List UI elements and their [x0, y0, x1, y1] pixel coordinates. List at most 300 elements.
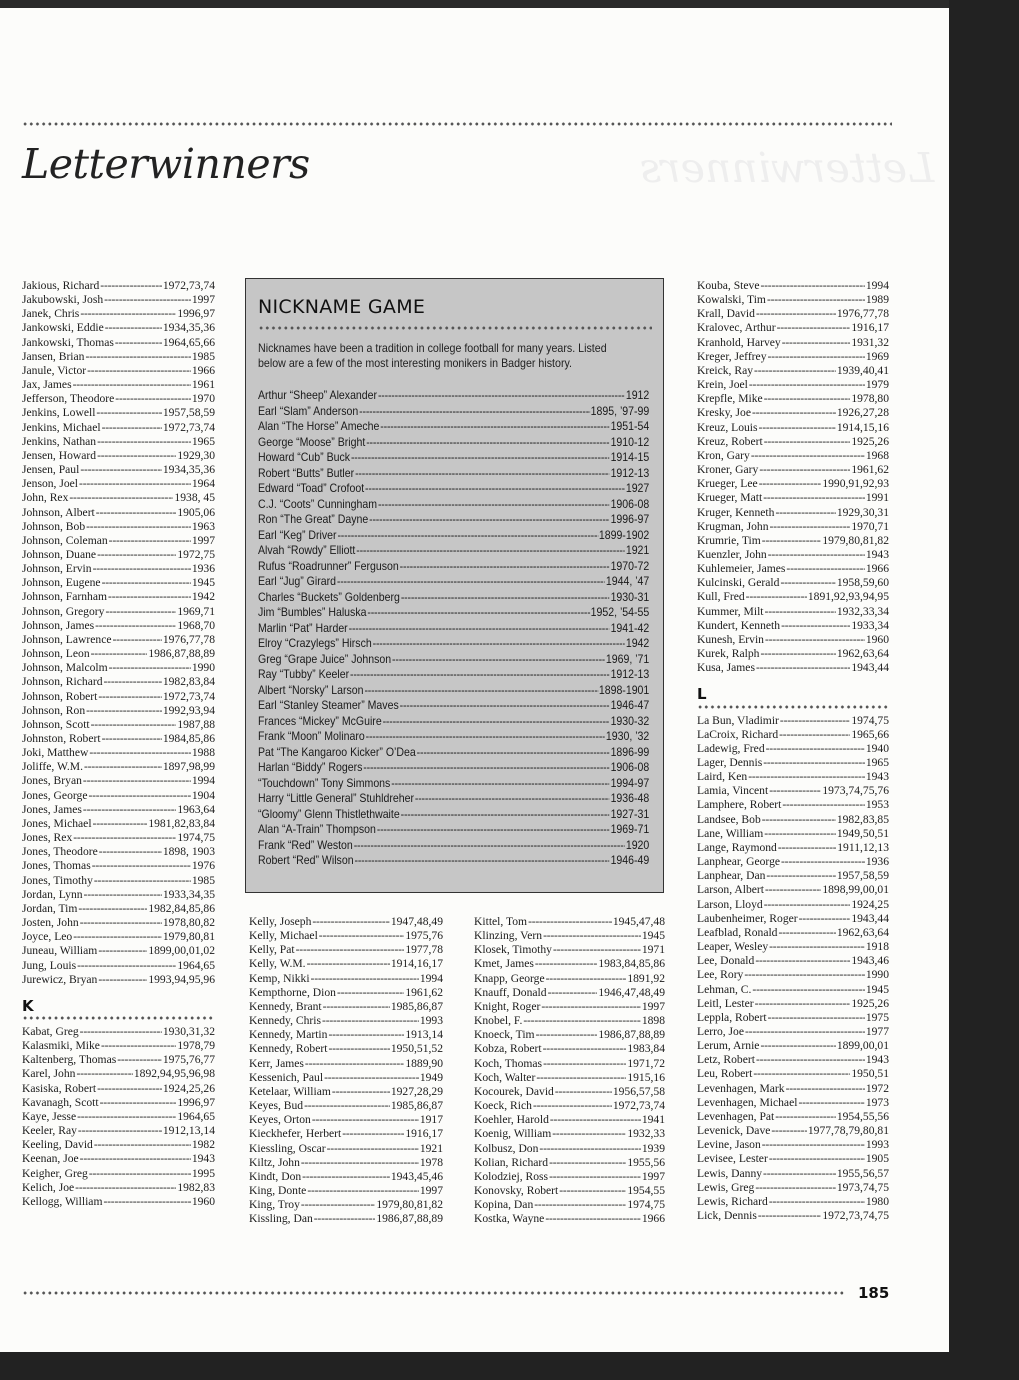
entry-years: 1969, ’71 [605, 652, 650, 666]
section-letter-k: K [22, 996, 34, 1015]
entry-years: 1983,84,85,86 [598, 957, 665, 971]
entry-name: Robert “Butts” Butler [258, 466, 355, 480]
roster-entry [22, 506, 215, 520]
roster-entry [22, 1195, 215, 1209]
entry-years: 1983,84 [627, 1042, 665, 1056]
roster-entry [697, 1124, 889, 1138]
entry-years: 1952, ’54-55 [590, 606, 650, 619]
leader-dashes [769, 1195, 865, 1209]
entry-years: 1997 [641, 1169, 665, 1183]
leader-dashes [324, 1071, 419, 1085]
leader-dashes [528, 915, 612, 929]
entry-name: Edward “Toad” Crofoot [258, 482, 365, 495]
leader-dashes [771, 1124, 806, 1138]
entry-years: 1943 [865, 1053, 889, 1067]
entry-years: 1974,75 [627, 1198, 665, 1212]
roster-column-2 [249, 915, 443, 1226]
leader-dashes [543, 1042, 627, 1056]
entry-years: 1947,48,49 [390, 915, 443, 928]
sidebar-dotted-rule [258, 325, 652, 331]
entry-name: Lick, Dennis [697, 1209, 757, 1222]
entry-years: 1891,92,93,94,95 [807, 590, 889, 604]
leader-dashes [349, 621, 610, 637]
roster-entry [258, 388, 649, 404]
entry-name: Krumrie, Tim [697, 533, 761, 547]
entry-years: 1936 [191, 562, 215, 576]
roster-entry [249, 1212, 443, 1226]
entry-name: C.J. “Coots” Cunningham [258, 497, 378, 511]
entry-years: 1895, ’97-99 [590, 404, 650, 418]
entry-years: 1943,44 [851, 661, 889, 675]
roster-entry [249, 1085, 443, 1099]
roster-entry [697, 841, 889, 855]
roster-entry [22, 435, 215, 449]
leader-dashes [104, 293, 191, 307]
entry-years: 1992,93,94 [162, 703, 215, 717]
entry-name: Harry “Little General” Stuhldreher [258, 792, 414, 805]
entry-years: 1898,99,00,01 [822, 883, 889, 897]
entry-name: Kavanagh, Scott [22, 1095, 99, 1109]
entry-name: Janek, Chris [22, 307, 80, 321]
entry-name: Kessenich, Paul [249, 1070, 324, 1084]
leader-dashes [760, 647, 835, 661]
entry-name: Lewis, Richard [697, 1194, 768, 1208]
entry-years: 1976 [191, 859, 215, 873]
roster-entry [258, 497, 649, 513]
entry-years: 1971 [641, 943, 665, 957]
leader-dashes [769, 784, 821, 798]
entry-years: 1994 [865, 279, 889, 292]
entry-years: 1977,78,79,80,81 [807, 1124, 889, 1138]
entry-name: Kelly, Michael [249, 929, 318, 943]
entry-years: 1914,16,17 [390, 957, 443, 971]
entry-years: 1936 [865, 855, 889, 869]
entry-name: Knapp, George [474, 971, 545, 985]
entry-name: Kieckhefer, Herbert [249, 1127, 342, 1141]
entry-years: 1936-48 [610, 792, 650, 805]
entry-years: 1975,76 [405, 929, 443, 943]
leader-dashes [351, 450, 610, 466]
entry-name: Joki, Matthew [22, 746, 89, 760]
leader-dashes [769, 940, 865, 954]
entry-name: Lee, Rory [697, 968, 744, 982]
roster-entry [258, 621, 649, 637]
entry-name: Alan “The Horse” Ameche [258, 420, 380, 433]
roster-entry [22, 1067, 215, 1081]
entry-name: Jensen, Howard [22, 448, 97, 462]
leader-dashes [401, 590, 610, 606]
entry-years: 1960 [865, 632, 889, 646]
leader-dashes [364, 683, 597, 699]
j-section [22, 279, 215, 987]
entry-years: 1972,73,74 [162, 279, 215, 292]
entry-years: 1961,62 [405, 985, 443, 999]
entry-name: Johnson, Leon [22, 647, 90, 661]
leader-dashes [762, 813, 836, 827]
roster-entry [22, 661, 215, 675]
entry-years: 1896-99 [610, 745, 650, 759]
entry-name: Krein, Joel [697, 378, 748, 392]
entry-name: Johnson, Albert [22, 505, 95, 519]
roster-entry [697, 534, 889, 548]
roster-entry [22, 1053, 215, 1067]
entry-years: 1966 [865, 562, 889, 576]
roster-entry [22, 336, 215, 350]
roster-entry [697, 562, 889, 576]
entry-years: 1965 [191, 434, 215, 448]
entry-years: 1925,26 [851, 996, 889, 1010]
roster-entry [22, 704, 215, 718]
leader-dashes [93, 562, 191, 576]
entry-years: 1978,80,82 [162, 916, 215, 930]
roster-entry [474, 1170, 665, 1184]
entry-years: 1916,17 [851, 321, 889, 335]
roster-entry [22, 774, 215, 788]
roster-entry [22, 1167, 215, 1181]
roster-entry [249, 1113, 443, 1127]
entry-name: Jax, James [22, 378, 72, 392]
leader-dashes [763, 491, 865, 505]
entry-years: 1943,46 [851, 954, 889, 968]
entry-years: 1973 [865, 1095, 889, 1109]
roster-entry [258, 698, 649, 714]
leader-dashes [99, 845, 162, 859]
leader-dashes [323, 1000, 390, 1014]
entry-name: Greg “Grape Juice” Johnson [258, 652, 392, 666]
entry-years: 1966 [641, 1212, 665, 1226]
entry-years: 1979,80,81,82 [822, 533, 889, 547]
entry-name: Leafblad, Ronald [697, 925, 778, 939]
roster-entry [697, 506, 889, 520]
roster-entry [697, 406, 889, 420]
entry-years: 1899,00,01 [836, 1039, 889, 1053]
leader-dashes [798, 1096, 864, 1110]
entry-name: Knight, Roger [474, 999, 541, 1013]
roster-entry [697, 307, 889, 321]
roster-entry [249, 1184, 443, 1198]
leader-dashes [543, 1057, 626, 1071]
roster-entry [22, 562, 215, 576]
entry-years: 1994 [191, 774, 215, 788]
roster-entry [474, 1184, 665, 1198]
entry-years: 1994 [419, 971, 443, 985]
roster-entry [697, 350, 889, 364]
roster-entry [474, 915, 665, 929]
roster-entry [474, 1212, 665, 1226]
roster-entry [697, 661, 889, 675]
entry-name: Howard “Cub” Buck [258, 451, 351, 464]
leader-dashes [777, 321, 851, 335]
entry-name: Lange, Raymond [697, 840, 777, 854]
roster-entry [697, 449, 889, 463]
entry-years: 1943,44 [851, 911, 889, 925]
roster-entry [22, 449, 215, 463]
leader-dashes [73, 930, 162, 944]
leader-dashes [91, 647, 148, 661]
entry-name: Kissling, Dan [249, 1212, 313, 1226]
roster-entry [249, 1099, 443, 1113]
entry-name: Keigher, Greg [22, 1166, 88, 1180]
leader-dashes [322, 1014, 419, 1028]
leader-dashes [535, 957, 597, 971]
entry-years: 1969 [865, 349, 889, 363]
entry-name: Kusa, James [697, 661, 755, 675]
entry-years: 1979,80,81,82 [376, 1198, 443, 1212]
entry-name: Karel, John [22, 1067, 76, 1081]
roster-entry [697, 605, 889, 619]
entry-name: Earl “Stanley Steamer” Maves [258, 699, 399, 712]
leader-dashes [762, 534, 822, 548]
entry-years: 1975 [865, 1010, 889, 1024]
entry-name: Klinzing, Vern [474, 929, 543, 943]
entry-years: 1942 [625, 637, 650, 650]
roster-entry [22, 307, 215, 321]
entry-years: 1978,79 [177, 1039, 215, 1053]
entry-years: 1953 [865, 798, 889, 812]
entry-years: 1946-49 [610, 854, 650, 867]
entry-years: 1931,32 [851, 335, 889, 349]
entry-name: Kreuz, Louis [697, 420, 758, 434]
leader-dashes [781, 619, 850, 633]
entry-name: Larson, Lloyd [697, 897, 763, 911]
leader-dashes [780, 576, 835, 590]
entry-name: Kreuz, Robert [697, 434, 763, 448]
entry-years: 1976,77,78 [836, 307, 889, 321]
roster-entry [22, 973, 215, 987]
roster-entry [22, 718, 215, 732]
entry-name: Leaper, Wesley [697, 940, 769, 954]
leader-dashes [400, 559, 610, 575]
leader-dashes [545, 1212, 640, 1226]
leader-dashes [86, 520, 191, 534]
leader-dashes [80, 1152, 191, 1166]
leader-dashes [97, 449, 176, 463]
roster-entry [22, 392, 215, 406]
roster-entry [249, 957, 443, 971]
sidebar-title: NICKNAME GAME [258, 296, 426, 318]
entry-years: 1889,90 [405, 1056, 443, 1070]
entry-name: LaCroix, Richard [697, 727, 779, 741]
roster-entry [697, 1082, 889, 1096]
leader-dashes [98, 944, 147, 958]
leader-dashes [108, 590, 191, 604]
leader-dashes [762, 1138, 865, 1152]
entry-name: Jones, Timothy [22, 873, 93, 887]
entry-name: Koehler, Harold [474, 1113, 549, 1127]
entry-name: Krepfle, Mike [697, 392, 763, 406]
k-section-continued [697, 279, 889, 675]
entry-name: Jakious, Richard [22, 279, 100, 292]
roster-entry [697, 1195, 889, 1209]
entry-name: “Gloomy” Glenn Thistlethwaite [258, 807, 400, 821]
roster-entry [258, 605, 649, 621]
leader-dashes [115, 392, 191, 406]
leader-dashes [765, 633, 865, 647]
section-dotted-rule [22, 1015, 215, 1021]
entry-name: Johnson, Farnham [22, 590, 108, 604]
bottom-dotted-rule [22, 1290, 844, 1296]
entry-name: Jones, Theodore [22, 845, 98, 859]
entry-years: 1943,45,46 [390, 1169, 443, 1183]
entry-name: Kurek, Ralph [697, 647, 760, 661]
entry-name: Earl “Slam” Anderson [258, 404, 359, 418]
roster-entry [258, 822, 649, 838]
leader-dashes [78, 902, 147, 916]
leader-dashes [755, 954, 850, 968]
entry-name: Kummer, Milt [697, 604, 764, 618]
leader-dashes [786, 1082, 865, 1096]
entry-years: 1939 [641, 1141, 665, 1155]
entry-name: Joyce, Leo [22, 930, 73, 944]
entry-years: 1918 [865, 940, 889, 954]
roster-entry [474, 1142, 665, 1156]
roster-entry [697, 855, 889, 869]
entry-name: Ron “The Great” Dayne [258, 513, 369, 526]
entry-years: 1944, ’47 [605, 575, 650, 588]
leader-dashes [328, 1028, 404, 1042]
entry-years: 1898 [641, 1014, 665, 1028]
leader-dashes [755, 1181, 836, 1195]
entry-years: 1988 [191, 746, 215, 760]
roster-entry [697, 912, 889, 926]
roster-entry [474, 1014, 665, 1028]
section-letter-l: L [697, 685, 707, 704]
roster-entry [697, 883, 889, 897]
roster-entry [258, 853, 649, 869]
roster-entry [697, 784, 889, 798]
roster-entry [22, 293, 215, 307]
roster-entry [697, 293, 889, 307]
roster-entry [697, 756, 889, 770]
leader-dashes [363, 760, 609, 776]
entry-name: Johnson, Gregory [22, 604, 105, 618]
entry-name: Koenig, William [474, 1127, 552, 1141]
entry-name: Kindt, Don [249, 1169, 302, 1183]
roster-entry [258, 667, 649, 683]
leader-dashes [89, 1167, 191, 1181]
entry-name: Kron, Gary [697, 448, 750, 462]
leader-dashes [391, 776, 609, 792]
roster-entry [249, 915, 443, 929]
roster-entry [258, 590, 649, 606]
roster-entry [697, 926, 889, 940]
leader-dashes [766, 869, 835, 883]
leader-dashes [91, 718, 177, 732]
leader-dashes [383, 714, 610, 730]
entry-years: 1961 [191, 378, 215, 392]
entry-name: Kemp, Nikki [249, 971, 310, 985]
roster-entry [474, 957, 665, 971]
roster-entry [22, 590, 215, 604]
roster-entry [697, 279, 889, 293]
entry-years: 1945 [641, 929, 665, 943]
roster-entry [249, 1028, 443, 1042]
roster-entry [22, 279, 215, 293]
leader-dashes [534, 1198, 626, 1212]
entry-name: Kostka, Wayne [474, 1212, 545, 1226]
leader-dashes [760, 279, 864, 293]
roster-entry [697, 647, 889, 661]
sidebar-intro: Nicknames have been a tradition in college football for many years. Listed below are a few of the most interesting monikers in Badger history. [258, 342, 607, 370]
leader-dashes [365, 481, 625, 497]
roster-entry [22, 888, 215, 902]
leader-dashes [307, 1184, 418, 1198]
leader-dashes [775, 1110, 836, 1124]
entry-years: 1910-12 [610, 435, 650, 449]
entry-years: 1920 [625, 838, 650, 852]
leader-dashes [80, 1025, 162, 1039]
entry-years: 1913,14 [405, 1028, 443, 1042]
entry-years: 1950,51 [851, 1067, 889, 1081]
leader-dashes [328, 1042, 389, 1056]
roster-entry [474, 1156, 665, 1170]
leader-dashes [312, 915, 389, 929]
leader-dashes [100, 279, 162, 293]
entry-name: Kuhlemeier, James [697, 562, 786, 576]
roster-entry [258, 435, 649, 451]
entry-name: King, Troy [249, 1198, 300, 1212]
entry-name: Levisee, Lester [697, 1152, 768, 1166]
entry-name: Jung, Louis [22, 958, 77, 972]
entry-name: Lanphear, Dan [697, 869, 766, 883]
entry-years: 1960 [191, 1194, 215, 1208]
entry-name: Janule, Victor [22, 363, 87, 377]
leader-dashes [759, 477, 822, 491]
roster-entry [697, 728, 889, 742]
entry-years: 1997 [191, 533, 215, 547]
roster-entry [22, 930, 215, 944]
leader-dashes [754, 364, 836, 378]
roster-entry [22, 378, 215, 392]
roster-entry [474, 943, 665, 957]
leader-dashes [366, 435, 609, 451]
entry-name: Kennedy, Chris [249, 1014, 322, 1028]
page-title: Letterwinners [22, 140, 310, 188]
entry-name: Frank “Moon” Molinaro [258, 730, 365, 743]
entry-years: 1946-47 [610, 699, 650, 712]
entry-years: 1979,80,81 [162, 930, 215, 944]
entry-years: 1938, 45 [174, 491, 215, 505]
entry-years: 1976,77,78 [162, 632, 215, 646]
roster-entry [22, 1152, 215, 1166]
leader-dashes [342, 1127, 404, 1141]
leader-dashes [94, 874, 191, 888]
entry-years: 1986,87,88,89 [598, 1028, 665, 1042]
entry-years: 1949 [419, 1070, 443, 1084]
leader-dashes [355, 466, 610, 482]
roster-entry [249, 1142, 443, 1156]
leader-dashes [378, 497, 610, 513]
entry-name: Jim “Bumbles” Haluska [258, 606, 367, 619]
roster-entry [249, 1000, 443, 1014]
roster-entry [697, 590, 889, 604]
leader-dashes [84, 760, 162, 774]
roster-entry [474, 1000, 665, 1014]
roster-entry [474, 986, 665, 1000]
leader-dashes [337, 986, 404, 1000]
leader-dashes [354, 853, 609, 869]
roster-entry [258, 574, 649, 590]
scan-edge-bottom [0, 1352, 1019, 1380]
roster-column-3 [474, 915, 665, 1226]
leader-dashes [100, 1096, 177, 1110]
roster-entry [22, 534, 215, 548]
leader-dashes [109, 534, 191, 548]
leader-dashes [763, 756, 865, 770]
entry-name: Albert “Norsky” Larson [258, 683, 364, 697]
roster-entry [697, 435, 889, 449]
leader-dashes [105, 605, 176, 619]
